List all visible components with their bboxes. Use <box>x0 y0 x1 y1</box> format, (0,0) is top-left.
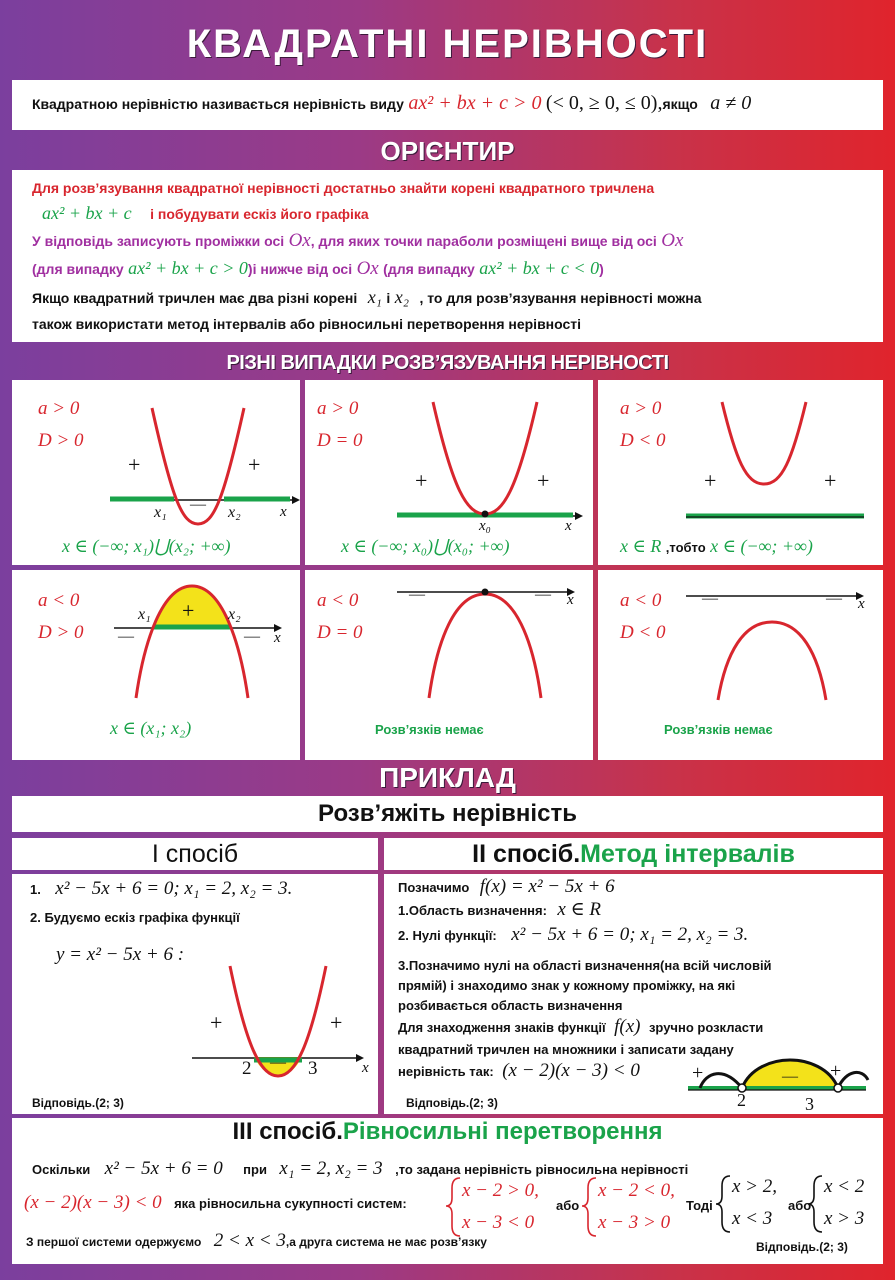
case-1-x1: x₁ <box>154 504 167 521</box>
case-1-a: a > 0 <box>38 398 80 419</box>
orientir-line3-a: У відповідь записують проміжки осі <box>32 233 285 249</box>
case-3-a: a > 0 <box>620 398 662 419</box>
method-3-l3-a: З першої системи одержуємо <box>26 1235 202 1249</box>
case-6-minus-right: — <box>826 590 842 607</box>
page-title: КВАДРАТНІ НЕРІВНОСТІ <box>186 22 709 66</box>
method-2-interval-graph <box>384 874 883 1114</box>
method-3-title-b: Рівносильні перетворення <box>342 1118 663 1145</box>
method-2-line6: розбивається область визначення <box>398 998 623 1013</box>
case-5-d: D = 0 <box>317 622 363 643</box>
orientir-x2: x₂ <box>394 287 409 307</box>
method-3-answer: Відповідь.(2; 3) <box>756 1240 848 1254</box>
case-6-x-label: x <box>858 596 865 612</box>
method-2-header <box>384 838 883 870</box>
case-5-minus-left: — <box>409 586 425 603</box>
orientir-line4-a: (для випадку <box>32 261 124 277</box>
case-3-answer-b: ,тобто <box>665 540 706 555</box>
orientir-line4-c: (для випадку <box>383 261 475 277</box>
orientir-line4-b: )і нижче від осі <box>247 261 353 277</box>
case-4-x2: x₂ <box>228 606 241 623</box>
method-1-step1-num: 1. <box>30 882 41 897</box>
orientir-ox1: Ox <box>288 230 311 251</box>
method-3-l3-f: 2 < x < 3 <box>213 1230 286 1251</box>
method-3-sys3-b: x < 3 <box>732 1208 773 1229</box>
method-2-root-3: 3 <box>805 1094 814 1114</box>
case-4-plus: + <box>182 598 195 623</box>
case-2-a: a > 0 <box>317 398 359 419</box>
method-3-then: Тоді <box>686 1198 713 1213</box>
method-3-or2: або <box>788 1198 812 1213</box>
method-3-l2-f: (x − 2)(x − 3) < 0 <box>24 1192 162 1213</box>
method-2-line7-b: зручно розкласти <box>648 1020 764 1035</box>
orientir-ox3: Ox <box>356 258 379 279</box>
case-4-a: a < 0 <box>38 590 80 611</box>
method-1-minus: — <box>270 1054 286 1071</box>
method-1-function: y = x² − 5x + 6 : <box>56 944 185 965</box>
orientir-formula-gt: ax² + bx + c > 0 <box>128 258 248 278</box>
task-box <box>12 796 883 832</box>
method-2-line3-f: x² − 5x + 6 = 0; x₁ = 2, x₂ = 3. <box>511 924 749 945</box>
method-3-sys1-a: x − 2 > 0, <box>462 1180 539 1201</box>
case-4-answer: x ∈ (x₁; x₂) <box>110 718 192 738</box>
case-1-x2: x₂ <box>228 504 241 521</box>
case-5-answer: Розв’язків немає <box>375 722 484 737</box>
case-2-panel <box>305 380 593 565</box>
case-4-minus-left: — <box>118 628 134 645</box>
method-2-line9-f: (x − 2)(x − 3) < 0 <box>502 1060 640 1081</box>
method-2-line2-f: x ∈ R <box>557 899 602 920</box>
method-2-line9-a: нерівність так: <box>398 1064 494 1079</box>
case-6-a: a < 0 <box>620 590 662 611</box>
method-1-plus-left: + <box>210 1010 223 1035</box>
case-3-answer-c: x ∈ (−∞; +∞) <box>710 536 813 556</box>
method-3-or1: або <box>556 1198 580 1213</box>
definition-cond-word: якщо <box>662 96 698 112</box>
orientir-line5-a: Якщо квадратний тричлен має два різні корені <box>32 290 358 306</box>
orientir-line1: Для розв’язування квадратної нерівності достатньо знайти корені квадратного тричлена <box>32 180 655 196</box>
method-2-title-b: Метод інтервалів <box>580 840 795 868</box>
method-2-minus: — <box>782 1068 798 1085</box>
method-2-line5: прямій) і знаходимо знак у кожному проміжку, на які <box>398 978 736 993</box>
case-5-x-label: x <box>567 592 574 608</box>
case-1-x-label: x <box>280 504 287 520</box>
case-4-panel <box>12 570 300 760</box>
orientir-line5-b: , то для розв’язування нерівності можна <box>419 290 702 306</box>
method-3-l2-a: яка рівносильна сукупності систем: <box>174 1196 407 1211</box>
method-1-title: І спосіб <box>151 840 239 868</box>
orientir-line2: і побудувати ескіз його графіка <box>150 206 369 222</box>
case-5-a: a < 0 <box>317 590 359 611</box>
orientir-formula-lt: ax² + bx + c < 0 <box>479 258 600 278</box>
method-1-graph <box>12 874 378 1114</box>
definition-cond: a ≠ 0 <box>710 92 752 114</box>
method-2-body <box>384 874 883 1114</box>
orientir-x1: x₁ <box>367 287 382 307</box>
method-3-l1-c: ,то задана нерівність рівносильна нерівності <box>395 1162 689 1177</box>
method-1-body <box>12 874 378 1114</box>
case-4-minus-right: — <box>244 628 260 645</box>
orientir-line4-d: ) <box>599 261 604 277</box>
method-2-line1-a: Позначимо <box>398 880 470 895</box>
orientir-line3-b: , для яких точки параболи розміщені вище від осі <box>310 233 657 249</box>
method-1-step1: x² − 5x + 6 = 0; x₁ = 2, x₂ = 3. <box>55 878 293 899</box>
case-3-plus-left: + <box>704 468 717 493</box>
orientir-line6: також використати метод інтервалів або рівносильні перетворення нерівності <box>32 316 582 332</box>
case-6-panel <box>598 570 883 760</box>
case-1-panel <box>12 380 300 565</box>
method-3-title-a: ІІІ спосіб. <box>232 1118 343 1145</box>
method-2-answer: Відповідь.(2; 3) <box>406 1096 498 1110</box>
case-4-d: D > 0 <box>38 622 84 643</box>
case-5-panel <box>305 570 593 760</box>
method-1-root-3: 3 <box>308 1058 318 1079</box>
orientir-box <box>12 170 883 342</box>
orientir-title: ОРІЄНТИР <box>380 136 515 166</box>
case-6-answer: Розв’язків немає <box>664 722 773 737</box>
orientir-line5-i: і <box>386 290 391 306</box>
case-3-d: D < 0 <box>620 430 666 451</box>
method-2-plus-right: + <box>830 1060 842 1082</box>
method-2-line7-a: Для знаходження знаків функції <box>398 1020 606 1035</box>
method-1-x-label: x <box>362 1060 369 1076</box>
orientir-trinomial: ax² + bx + c <box>42 203 132 223</box>
method-2-line1-f: f(x) = x² − 5x + 6 <box>479 876 615 897</box>
orientir-ox2: Ox <box>661 230 684 251</box>
method-2-plus-left: + <box>692 1062 704 1084</box>
case-4-x-label: x <box>274 630 281 646</box>
method-1-answer: Відповідь.(2; 3) <box>32 1096 124 1110</box>
method-3-sys4-b: x > 3 <box>824 1208 865 1229</box>
case-1-plus-left: + <box>128 452 141 477</box>
case-6-minus-left: — <box>702 590 718 607</box>
definition-formula: ax² + bx + c > 0 <box>408 92 542 114</box>
method-1-header <box>12 838 378 870</box>
case-3-plus-right: + <box>824 468 837 493</box>
method-2-title-a: ІІ спосіб. <box>472 840 581 868</box>
method-3-sys2-b: x − 3 > 0 <box>598 1212 671 1233</box>
example-title: ПРИКЛАД <box>379 762 516 793</box>
method-3-sys4-a: x < 2 <box>824 1176 865 1197</box>
case-2-plus-right: + <box>537 468 550 493</box>
method-2-line8: квадратний тричлен на множники і записати задану <box>398 1042 734 1057</box>
task-title: Розв’яжіть нерівність <box>318 800 577 827</box>
cases-title: РІЗНІ ВИПАДКИ РОЗВ’ЯЗУВАННЯ НЕРІВНОСТІ <box>226 352 669 374</box>
method-3-l1-b: при <box>243 1162 267 1177</box>
method-1-step2: 2. Будуємо ескіз графіка функції <box>30 910 240 925</box>
case-2-d: D = 0 <box>317 430 363 451</box>
method-2-line4: 3.Позначимо нулі на області визначення(на всій числовій <box>398 958 772 973</box>
case-4-x1: x₁ <box>138 606 151 623</box>
case-1-answer: x ∈ (−∞; x₁)⋃(x₂; +∞) <box>62 536 231 556</box>
case-2-answer: x ∈ (−∞; x₀)⋃(x₀; +∞) <box>341 536 510 556</box>
definition-variants: (< 0, ≥ 0, ≤ 0), <box>545 92 663 114</box>
case-2-x0: x₀ <box>479 518 491 534</box>
method-3-sys1-b: x − 3 < 0 <box>462 1212 535 1233</box>
method-3-sys3-a: x > 2, <box>732 1176 778 1197</box>
definition-box <box>12 80 883 130</box>
method-1-root-2: 2 <box>242 1058 252 1079</box>
case-2-x-label: x <box>565 518 572 534</box>
case-3-panel <box>598 380 883 565</box>
method-3-l1-f2: x₁ = 2, x₂ = 3 <box>279 1158 383 1179</box>
method-2-line7-f: f(x) <box>614 1016 641 1037</box>
method-3-l3-b: ,а друга система не має розв’язку <box>285 1235 487 1249</box>
method-2-line3-a: 2. Нулі функції: <box>398 928 497 943</box>
method-3-l1-f1: x² − 5x + 6 = 0 <box>104 1158 223 1179</box>
case-5-minus-right: — <box>535 586 551 603</box>
case-1-d: D > 0 <box>38 430 84 451</box>
method-3-l1-a: Оскільки <box>32 1162 91 1177</box>
case-2-plus-left: + <box>415 468 428 493</box>
method-2-root-2: 2 <box>737 1090 746 1110</box>
method-3-body <box>12 1118 883 1264</box>
definition-text: Квадратною нерівністю називається нерівність виду <box>32 96 404 112</box>
case-1-plus-right: + <box>248 452 261 477</box>
case-1-minus: — <box>190 496 206 513</box>
method-2-line2-a: 1.Область визначення: <box>398 903 547 918</box>
method-1-plus-right: + <box>330 1010 343 1035</box>
case-3-answer-a: x ∈ R <box>620 536 662 556</box>
method-3-sys2-a: x − 2 < 0, <box>598 1180 675 1201</box>
case-6-d: D < 0 <box>620 622 666 643</box>
